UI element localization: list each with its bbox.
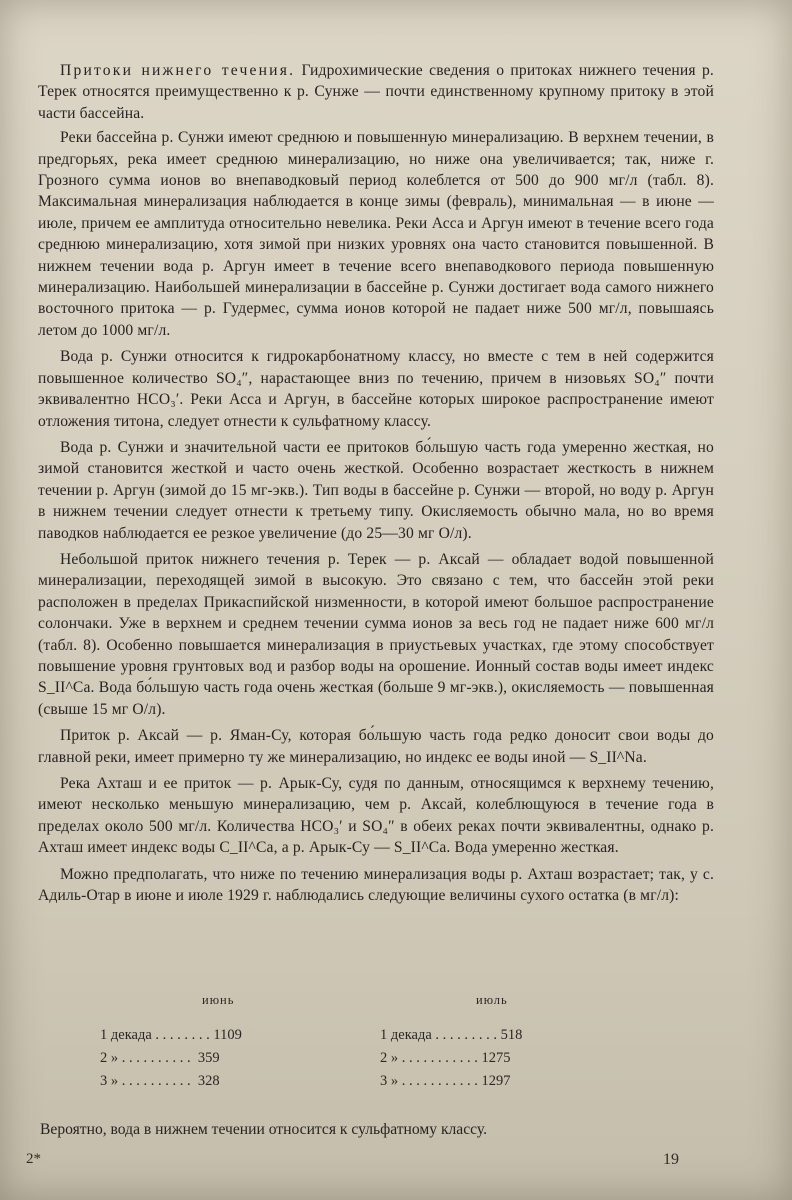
july-row-1: 1 декада . . . . . . . . . 518 (380, 1027, 523, 1043)
june-row-1: 1 декада . . . . . . . . 1109 (100, 1027, 242, 1043)
june-row-label: 1 декада (100, 1027, 152, 1043)
paragraph-2: Реки бассейна р. Сунжи имеют среднюю и повышенную минерализацию. В верхнем течении, в предгорьях, река имеет среднюю минерализацию, но ниже она увеличивается; так, ниже г. Грозного сумма ионов во внепаводковый период колеблется от 500 до 900 мг/л (табл. 8). Максимальная минерализация наблюдается в конце зимы (февраль), минимальная — в июне — июле, причем ее амплитуда относительно невелика. Реки Асса и Аргун имеют в течение всего года среднюю минерализацию, хотя зимой при низких уровнях она часто становится повышенной. В нижнем течении вода р. Аргун имеет в течение всего внепаводкового периода повышенную минерализацию. Наибольшей минерализации в бассейне р. Сунжи достигает вода самого нижнего восточного притока — р. Гудермес, сумма ионов которой не падает ниже 500 мг/л, повышаясь летом до 1000 мг/л. (38, 129, 714, 339)
july-row-2: 2 » . . . . . . . . . . . 1275 (380, 1050, 511, 1066)
body-text (38, 60, 714, 911)
july-row-label: 1 декада (380, 1027, 432, 1043)
july-header: июль (476, 993, 508, 1007)
paragraph-1-text: Гидрохимические сведения о притоках нижнего течения р. Терек относятся преимущественно к р. Сунже — почти единственному крупному притоку в этой части бассейна. (38, 62, 714, 122)
july-row-value: 518 (500, 1027, 523, 1043)
paragraph-4: Вода р. Сунжи и значительной части ее притоков бо́льшую часть года умеренно жесткая, но зимой становится жесткой и часто очень жесткой. Особенно возрастает жесткость в нижнем течении р. Аргун (зимой до 15 мг-экв.). Тип воды в бассейне р. Сунжи — второй, но воду р. Аргун в нижнем течении следует отнести к третьему типу. Окисляемость обычно мала, но во время паводков наблюдается ее резкое увеличение (до 25—30 мг O/л). (38, 438, 714, 542)
july-row-label: 3 » (380, 1073, 399, 1089)
july-row-label: 2 » (380, 1050, 399, 1066)
paragraph-8: Можно предполагать, что ниже по течению минерализация воды р. Ахташ возрастает; так, у с. Адиль-Отар в июне и июле 1929 г. наблюдались следующие величины сухого остатка (в мг/л): (38, 865, 714, 905)
paragraph-intro (38, 60, 714, 124)
june-row-value: 1109 (213, 1027, 242, 1043)
june-row-label: 3 » (100, 1073, 119, 1089)
paragraph-7: Река Ахташ и ее приток — р. Арык-Су, судя по данным, относящимся к верхнему течению, имеют несколько меньшую минерализацию, чем р. Аксай, колеблющуюся в течение года в пределах около 500 мг/л. Количества HCO₃′ и SO₄″ в обеих реках почти эквивалентны, однако р. Ахташ имеет индекс воды C_II^Ca, а р. Арык-Су — S_II^Ca. Вода умеренно жесткая. (38, 775, 714, 857)
june-row-value: 328 (197, 1073, 220, 1089)
july-row-value: 1297 (481, 1073, 511, 1089)
june-row-value: 359 (197, 1050, 220, 1066)
june-row-label: 2 » (100, 1050, 119, 1066)
signature-mark: 2* (26, 1151, 41, 1167)
july-row-value: 1275 (481, 1050, 511, 1066)
conclusion-text: Вероятно, вода в нижнем течении относится к сульфатному классу. (40, 1121, 487, 1138)
page-number: 19 (663, 1151, 679, 1168)
june-row-3: 3 » . . . . . . . . . . 328 (100, 1073, 220, 1089)
paragraph-6: Приток р. Аксай — р. Яман-Су, которая бо́льшую часть года редко доносит свои воды до главной реки, имеет примерно ту же минерализацию, но индекс ее воды иной — S_II^Na. (38, 727, 714, 766)
paragraph-3: Вода р. Сунжи относится к гидрокарбонатному классу, но вместе с тем в ней содержится повышенное количество SO₄″, нарастающее вниз по течению, причем в низовьях SO₄″ почти эквивалентно HCO₃′. Реки Асса и Аргун, в бассейне которых широкое распространение имеют отложения титона, следует отнести к сульфатному классу. (38, 348, 714, 430)
july-row-3: 3 » . . . . . . . . . . . 1297 (380, 1073, 511, 1089)
june-header: июнь (202, 993, 235, 1007)
paragraph-5: Небольшой приток нижнего течения р. Терек — р. Аксай — обладает водой повышенной минерализации, переходящей зимой в высокую. Это связано с тем, что бассейн этой реки расположен в пределах Прикаспийской низменности, в которой имеют большое распространение солончаки. Уже в верхнем и среднем течении сумма ионов за весь год не падает ниже 600 мг/л (табл. 8). Особенно повышается минерализация в приустьевых участках, где этому способствует повышение уровня грунтовых вод и разбор воды на орошение. Ионный состав воды имеет индекс S_II^Ca. Вода бо́льшую часть года очень жесткая (больше 9 мг-экв.), окисляемость — повышенная (свыше 15 мг O/л). (38, 550, 714, 718)
june-row-2: 2 » . . . . . . . . . . 359 (100, 1050, 220, 1066)
section-heading: Притоки нижнего течения. (60, 62, 296, 79)
